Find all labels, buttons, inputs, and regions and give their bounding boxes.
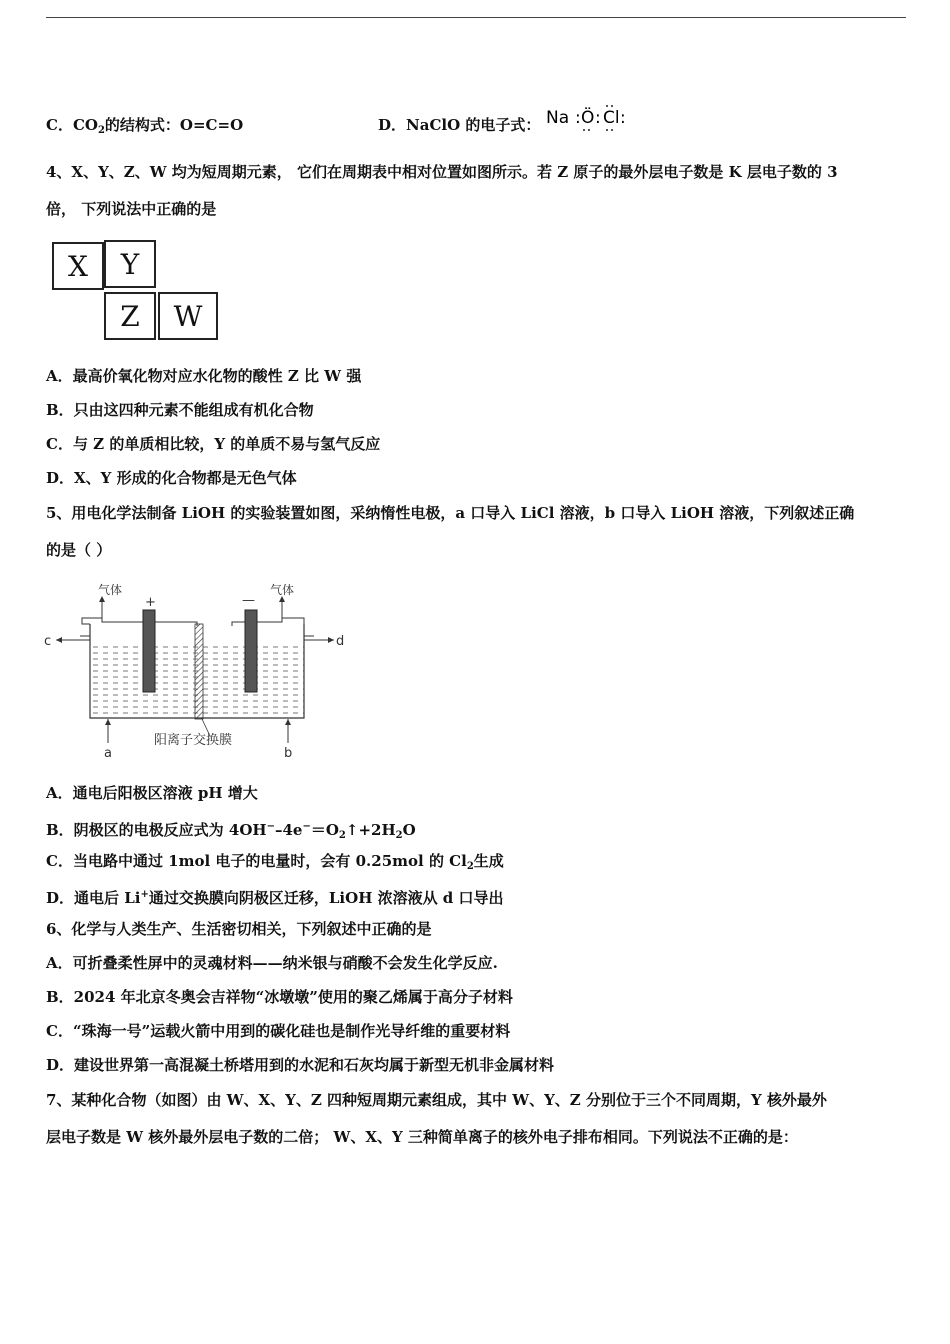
q4-option-a: A．最高价氧化物对应水化物的酸性 Z 比 W 强 xyxy=(46,367,362,385)
cathode-electrode xyxy=(245,610,257,692)
q5-stem-line2: 的是（ ） xyxy=(46,541,112,559)
q4-option-b: B．只由这四种元素不能组成有机化合物 xyxy=(46,401,314,419)
lewis-cl: Cl xyxy=(603,108,620,128)
svg-text::: : xyxy=(620,108,626,128)
q4-option-d: D．X、Y 形成的化合物都是无色气体 xyxy=(46,469,297,487)
q6-option-c: C．“珠海一号”运载火箭中用到的碳化硅也是制作光导纤维的重要材料 xyxy=(46,1022,511,1040)
header-rule xyxy=(46,17,906,18)
q5-option-a: A．通电后阳极区溶液 pH 增大 xyxy=(46,784,258,802)
grid-cell-w: W xyxy=(158,292,218,340)
grid-cell-x: X xyxy=(52,242,104,290)
q3-option-c: C．$CO_2$的结构式：O=C=O xyxy=(46,116,244,136)
gas-right-label: 气体 xyxy=(270,583,295,597)
q5-stem-line1: 5、用电化学法制备 LiOH 的实验装置如图，采纳惰性电极，a 口导入 LiCl 溶液，b 口导入 LiOH 溶液，下列叙述正确 xyxy=(46,504,855,522)
q6-stem: 6、化学与人类生产、生活密切相关，下列叙述中正确的是 xyxy=(46,920,432,938)
svg-text::: : xyxy=(575,108,581,128)
label-b: b xyxy=(284,746,293,761)
q7-stem-line1: 7、某种化合物（如图）由 W、X、Y、Z 四种短周期元素组成，其中 W、Y、Z 分别位于三个不同周期，Y 核外最外 xyxy=(46,1091,827,1109)
q6-option-d: D．建设世界第一高混凝土桥塔用到的水泥和石灰均属于新型无机非金属材料 xyxy=(46,1056,555,1074)
q4-option-c: C．与 Z 的单质相比较，Y 的单质不易与氢气反应 xyxy=(46,435,381,453)
svg-text::: : xyxy=(595,108,601,128)
membrane-label: 阳离子交换膜 xyxy=(154,733,233,748)
label-a: a xyxy=(104,746,112,761)
cation-exchange-membrane xyxy=(195,624,203,719)
label-c: c xyxy=(44,634,52,649)
q5-option-b: B．阴极区的电极反应式为 $4OH^--4e^-=O_2↑+2H_2O$ xyxy=(46,821,416,841)
plus-label: + xyxy=(145,595,156,610)
q3-option-d: D．NaClO 的电子式： xyxy=(378,116,541,134)
minus-label: — xyxy=(242,593,255,608)
q5-option-d: D．通电后 Li+通过交换膜向阴极区迁移，LiOH 浓溶液从 d 口导出 xyxy=(46,889,504,907)
grid-cell-y: Y xyxy=(104,240,156,288)
q5-option-c: C．当电路中通过 1mol 电子的电量时，会有 0.25mol 的 $Cl_2$生成 xyxy=(46,852,504,872)
q4-stem-line1: 4、X、Y、Z、W 均为短周期元素， 它们在周期表中相对位置如图所示。若 Z 原子的最外层电子数是 K 层电子数的 3 xyxy=(46,163,838,181)
anode-electrode xyxy=(143,610,155,692)
lewis-o: Ö xyxy=(581,108,595,128)
label-d: d xyxy=(336,634,345,649)
gas-left-label: 气体 xyxy=(98,583,123,597)
q6-option-b: B．2024 年北京冬奥会吉祥物“冰墩墩”使用的聚乙烯属于高分子材料 xyxy=(46,988,513,1006)
q4-stem-line2: 倍， 下列说法中正确的是 xyxy=(46,200,217,218)
lewis-na: Na xyxy=(546,108,570,128)
grid-cell-z: Z xyxy=(104,292,156,340)
naclo-electron-formula xyxy=(546,103,630,133)
q6-option-a: A．可折叠柔性屏中的灵魂材料——纳米银与硝酸不会发生化学反应. xyxy=(46,954,498,972)
q7-stem-line2: 层电子数是 W 核外最外层电子数的二倍； W、X、Y 三种简单离子的核外电子排布相同。下列说法不正确的是： xyxy=(46,1128,798,1146)
electrolysis-apparatus xyxy=(42,578,352,763)
